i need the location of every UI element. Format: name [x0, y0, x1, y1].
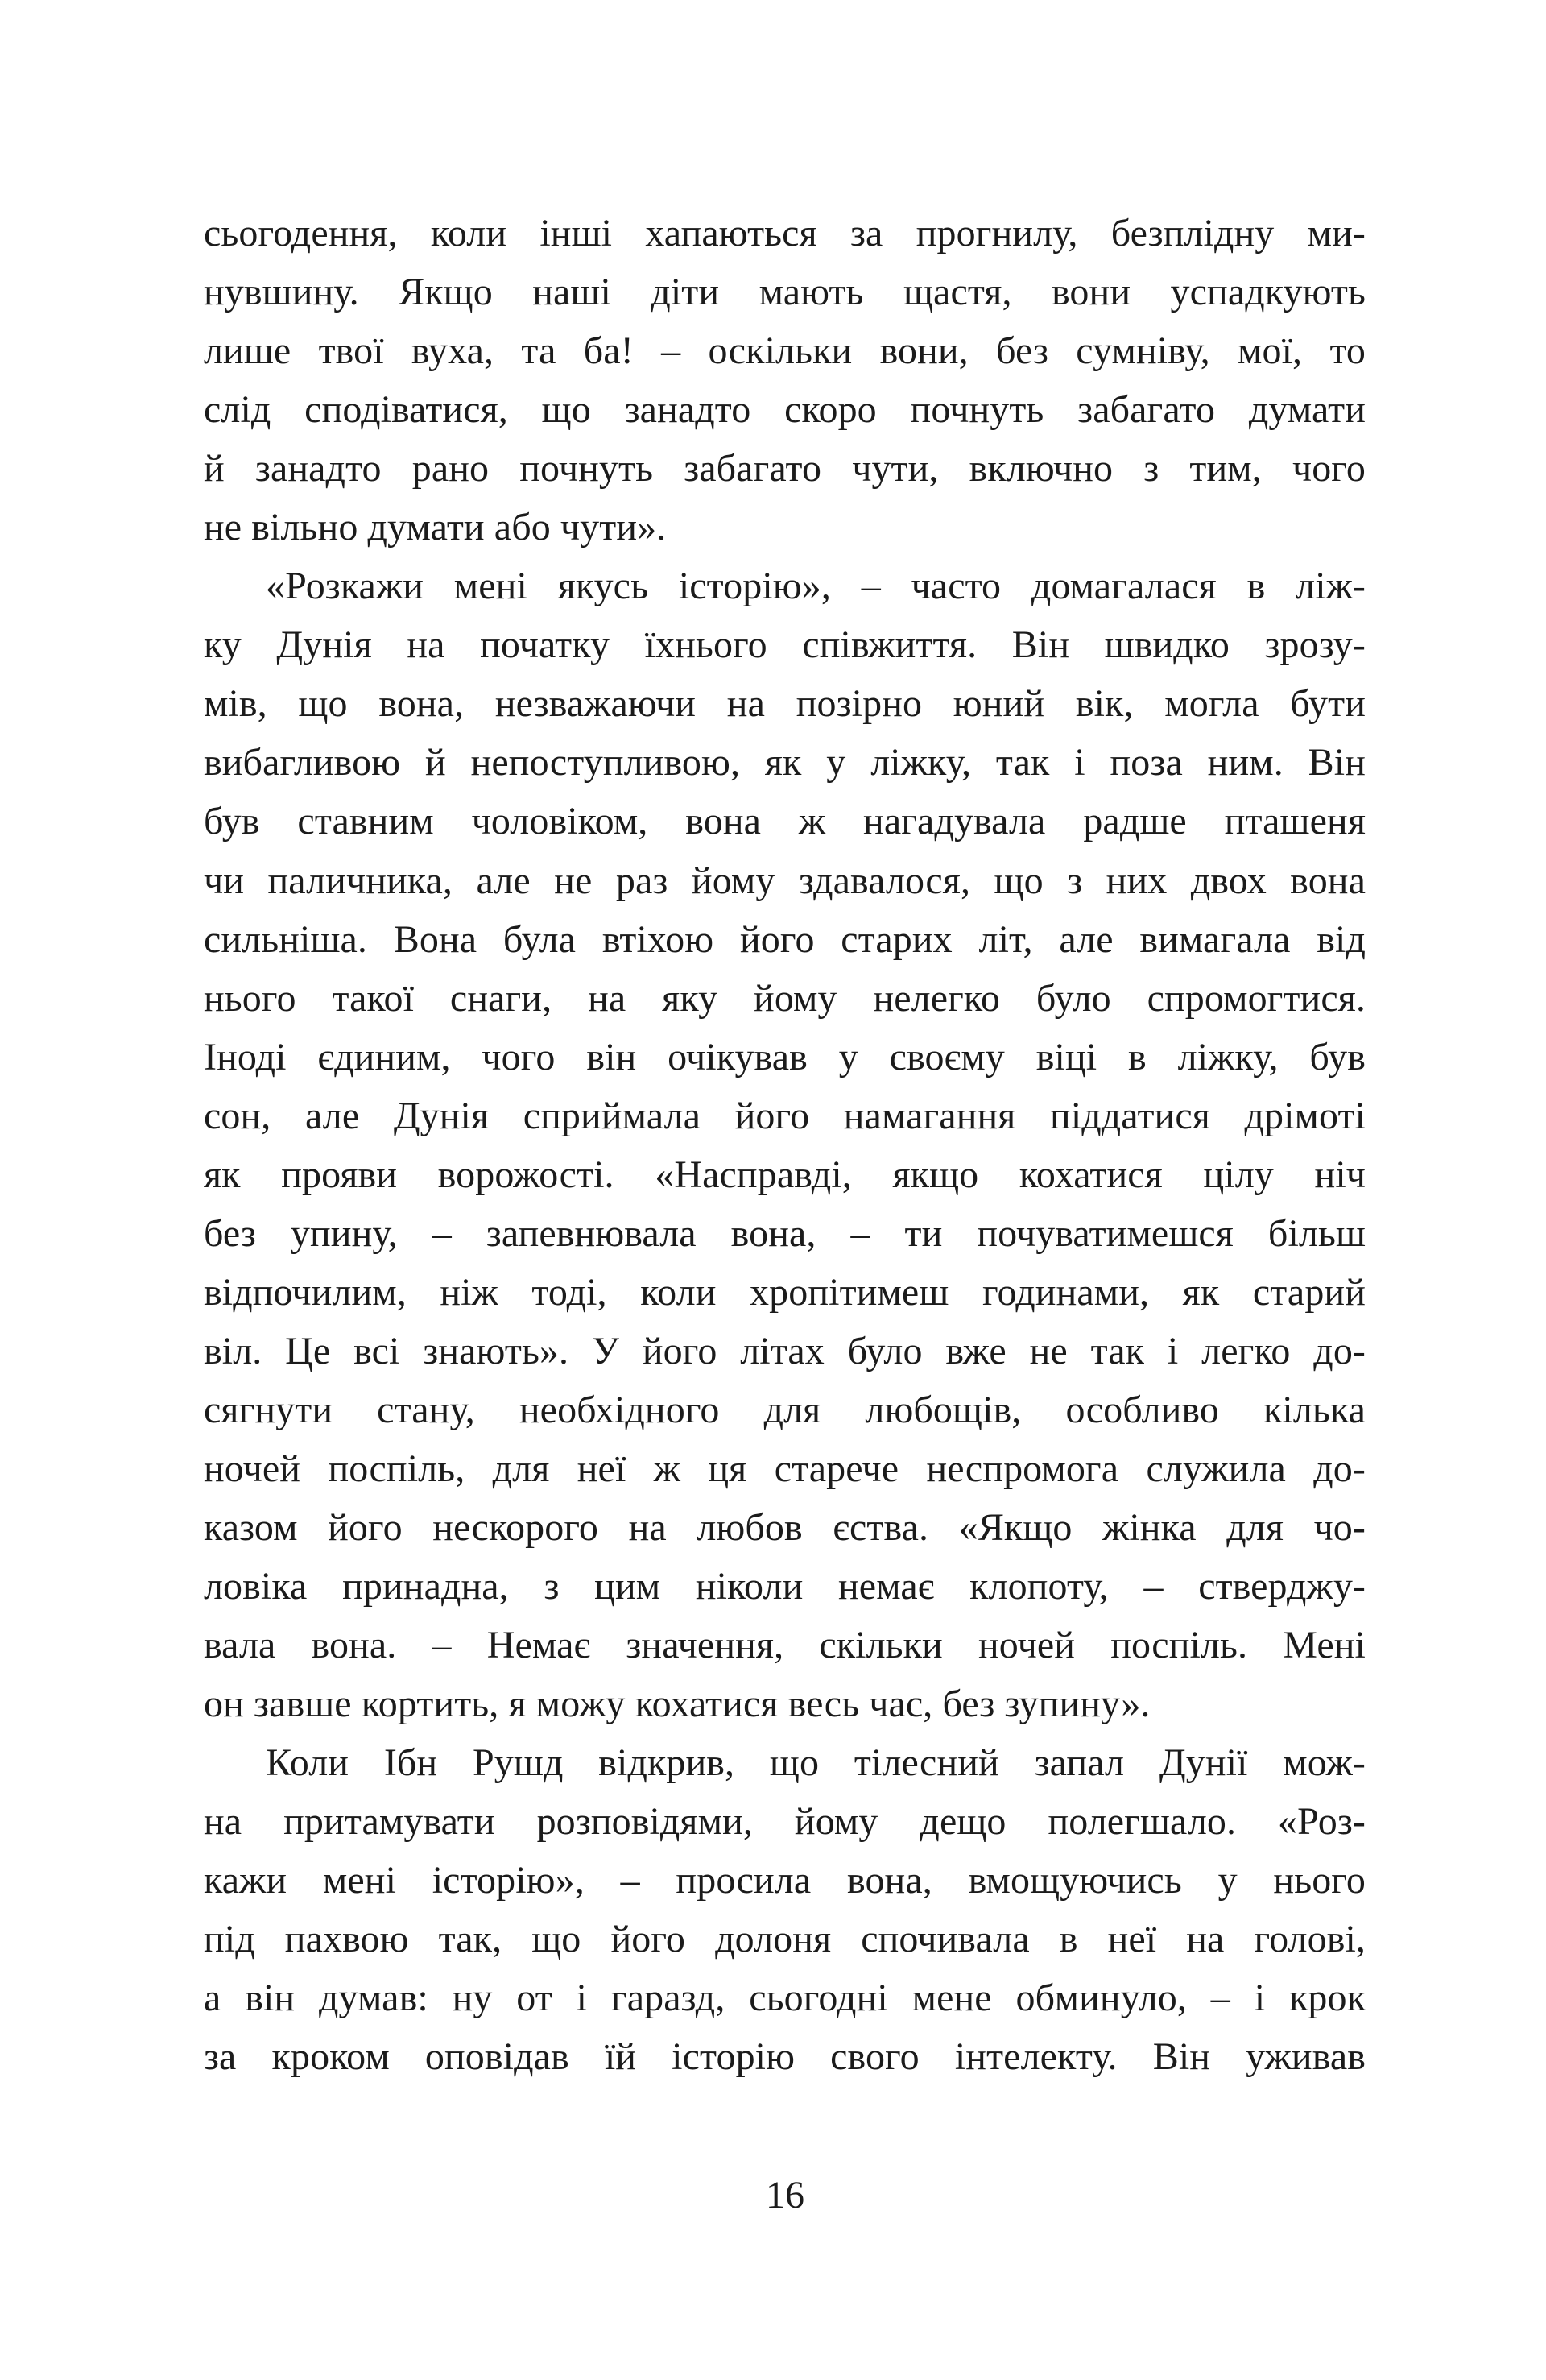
text-line [204, 1322, 1366, 1380]
text-line [204, 1733, 1366, 1792]
text-line [204, 733, 1366, 792]
text-line-content: нього такої снаги, на яку йому нелегко було спромогтися. [204, 976, 1366, 1020]
text-line [204, 615, 1366, 674]
text-line-content: під пахвою так, що його долоня спочивала в неї на голові, [204, 1918, 1366, 1961]
text-line-content: сильніша. Вона була втіхою його старих літ, але вимагала від [204, 917, 1366, 961]
text-line-content: лише твої вуха, та ба! – оскільки вони, без сумніву, мої, то [204, 329, 1366, 373]
text-line-content: ловіка принадна, з цим ніколи немає клопоту, – стверджу- [204, 1565, 1366, 1608]
text-line [204, 1145, 1366, 1204]
text-line [204, 204, 1366, 263]
text-line-content: за кроком оповідав їй історію свого інтелекту. Він уживав [204, 2035, 1366, 2079]
text-line-content: а він думав: ну от і гаразд, сьогодні мене обминуло, – і крок [204, 1976, 1366, 2020]
text-line-content: без упину, – запевнювала вона, – ти почуватимешся більш [204, 1211, 1366, 1255]
text-line-content: віл. Це всі знають». У його літах було вже не так і легко до- [204, 1329, 1366, 1372]
text-line [204, 792, 1366, 851]
body-text [204, 204, 1366, 2087]
text-line-content: чи паличника, але не раз йому здавалося, що з них двох вона [204, 859, 1366, 902]
page-number: 16 [766, 2174, 804, 2217]
text-line [204, 439, 1366, 498]
text-line-content: мів, що вона, незважаючи на позірно юний вік, могла бути [204, 682, 1366, 726]
text-line [204, 1674, 1366, 1733]
text-line-content: був ставним чоловіком, вона ж нагадувала радше пташеня [204, 800, 1366, 843]
text-line [204, 1498, 1366, 1557]
text-line [204, 1792, 1366, 1851]
text-line [204, 2027, 1366, 2086]
text-line-content: нувшину. Якщо наші діти мають щастя, вони успадкують [204, 271, 1366, 314]
text-line [204, 851, 1366, 910]
text-line [204, 1439, 1366, 1498]
text-line [204, 1380, 1366, 1439]
text-line [204, 969, 1366, 1028]
text-line-content: й занадто рано почнуть забагато чути, включно з тим, чого [204, 447, 1366, 490]
text-line-content: он завше кортить, я можу кохатися весь час, без зупину». [204, 1683, 1151, 1726]
text-line [204, 498, 1366, 557]
text-line [204, 1204, 1366, 1263]
text-line-content: на притамувати розповідями, йому дещо полегшало. «Роз- [204, 1800, 1366, 1844]
text-line [204, 1968, 1366, 2027]
text-line-content: «Розкажи мені якусь історію», – часто домагалася в ліж- [266, 565, 1366, 608]
text-line [204, 1557, 1366, 1616]
text-line [204, 1851, 1366, 1910]
text-line [204, 380, 1366, 439]
text-line-content: Іноді єдиним, чого він очікував у своєму віці в ліжку, був [204, 1035, 1366, 1078]
paragraph-3 [204, 1733, 1366, 2086]
text-line-content: ночей поспіль, для неї ж ця старече неспромога служила до- [204, 1447, 1366, 1490]
text-line-content: сон, але Дунія сприймала його намагання піддатися дрімоті [204, 1094, 1366, 1137]
text-line [204, 321, 1366, 380]
text-line-content: сьогодення, коли інші хапаються за прогнилу, безплідну ми- [204, 212, 1366, 255]
text-line [204, 263, 1366, 321]
text-line-content: казом його нескорого на любов єства. «Якщо жінка для чо- [204, 1506, 1366, 1550]
text-line [204, 1087, 1366, 1145]
text-line [204, 1616, 1366, 1674]
text-line-content: відпочилим, ніж тоді, коли хропітимеш годинами, як старий [204, 1270, 1366, 1314]
text-line-content: вала вона. – Немає значення, скільки ночей поспіль. Мені [204, 1624, 1366, 1667]
text-line-content: ку Дунія на початку їхнього співжиття. Він швидко зрозу- [204, 623, 1366, 667]
text-line-content: сягнути стану, необхідного для любощів, особливо кілька [204, 1388, 1366, 1431]
text-line-content: слід сподіватися, що занадто скоро почнуть забагато думати [204, 388, 1366, 432]
text-line-content: Коли Ібн Рушд відкрив, що тілесний запал Дунії мож- [266, 1741, 1366, 1785]
text-line [204, 1263, 1366, 1322]
text-line [204, 1028, 1366, 1087]
text-line-content: як прояви ворожості. «Насправді, якщо кохатися цілу ніч [204, 1153, 1366, 1196]
text-line [204, 557, 1366, 615]
paragraph-2 [204, 557, 1366, 1733]
text-line-content: не вільно думати або чути». [204, 506, 667, 549]
text-line [204, 674, 1366, 733]
paragraph-1 [204, 204, 1366, 557]
text-line [204, 910, 1366, 969]
text-line [204, 1910, 1366, 1968]
text-line-content: вибагливою й непоступливою, як у ліжку, так і поза ним. Він [204, 741, 1366, 784]
text-line-content: кажи мені історію», – просила вона, вмощуючись у нього [204, 1859, 1366, 1902]
